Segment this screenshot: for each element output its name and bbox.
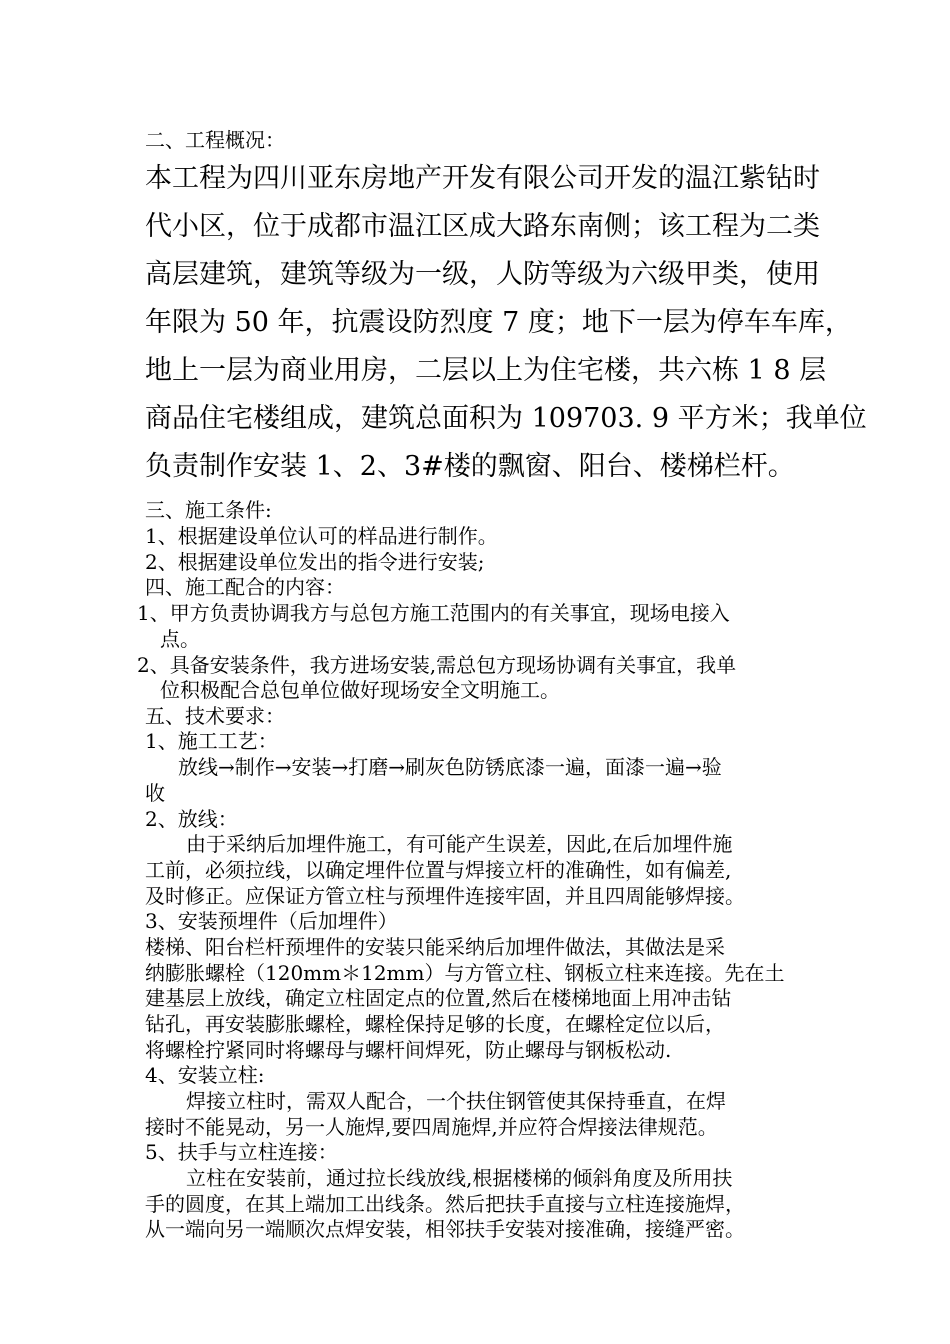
paragraph-line: 纳膨胀螺栓（120mm＊12mm）与方管立柱、钢板立柱来连接。先在土 xyxy=(145,961,785,985)
paragraph-line: 工前，必须拉线，以确定埋件位置与焊接立杆的准确性，如有偏差, xyxy=(145,858,732,882)
list-item: 位积极配合总包单位做好现场安全文明施工。 xyxy=(160,678,560,702)
overview-line: 高层建筑，建筑等级为一级，人防等级为六级甲类，使用 xyxy=(145,259,820,290)
overview-line: 商品住宅楼组成，建筑总面积为 109703. 9 平方米；我单位 xyxy=(145,403,867,434)
section-heading-overview: 二、工程概况： xyxy=(145,128,285,152)
paragraph-line: 从一端向另一端顺次点焊安装，相邻扶手安装对接准确，接缝严密。 xyxy=(145,1217,745,1241)
paragraph-line: 立柱在安装前，通过拉长线放线,根据楼梯的倾斜角度及所用扶 xyxy=(186,1166,733,1190)
overview-line: 本工程为四川亚东房地产开发有限公司开发的温江紫钻时 xyxy=(145,163,820,194)
overview-line: 负责制作安装 1、2、3#楼的飘窗、阳台、楼梯栏杆。 xyxy=(145,451,795,482)
overview-line: 年限为 50 年，抗震设防烈度 7 度；地下一层为停车车库， xyxy=(145,307,852,338)
list-item: 2、具备安装条件，我方进场安装,需总包方现场协调有关事宜，我单 xyxy=(137,653,737,677)
paragraph-line: 建基层上放线，确定立柱固定点的位置,然后在楼梯地面上用冲击钻 xyxy=(145,986,732,1010)
list-item: 2、根据建设单位发出的指令进行安装; xyxy=(145,550,485,574)
section-heading-technical: 五、技术要求： xyxy=(145,704,285,728)
section-heading-conditions: 三、施工条件: xyxy=(145,498,272,522)
overview-line: 代小区，位于成都市温江区成大路东南侧；该工程为二类 xyxy=(145,211,820,242)
section-heading-coordination: 四、施工配合的内容： xyxy=(145,575,345,599)
paragraph-line: 收 xyxy=(145,781,165,805)
paragraph-line: 手的圆度，在其上端加工出线条。然后把扶手直接与立柱连接施焊， xyxy=(145,1192,745,1216)
subheading: 1、施工工艺： xyxy=(145,729,278,753)
paragraph-line: 焊接立柱时，需双人配合，一个扶住钢管使其保持垂直，在焊 xyxy=(186,1089,726,1113)
subheading: 4、安装立柱: xyxy=(145,1063,265,1087)
paragraph-line: 钻孔，再安装膨胀螺栓，螺栓保持足够的长度，在螺栓定位以后， xyxy=(145,1012,725,1036)
paragraph-line: 放线→制作→安装→打磨→刷灰色防锈底漆一遍，面漆一遍→验 xyxy=(178,755,722,779)
list-item: 1、甲方负责协调我方与总包方施工范围内的有关事宜，现场电接入 xyxy=(137,601,730,625)
subheading: 3、安装预埋件（后加埋件） xyxy=(145,909,398,933)
paragraph-line: 及时修正。应保证方管立柱与预埋件连接牢固，并且四周能够焊接。 xyxy=(145,884,745,908)
paragraph-line: 楼梯、阳台栏杆预埋件的安装只能采纳后加埋件做法，其做法是采 xyxy=(145,935,725,959)
overview-line: 地上一层为商业用房，二层以上为住宅楼，共六栋 1 8 层 xyxy=(145,355,827,386)
paragraph-line: 接时不能晃动，另一人施焊,要四周施焊,并应符合焊接法律规范。 xyxy=(145,1115,718,1139)
subheading: 5、扶手与立柱连接： xyxy=(145,1140,338,1164)
paragraph-line: 将螺栓拧紧同时将螺母与螺杆间焊死，防止螺母与钢板松动. xyxy=(145,1038,672,1062)
paragraph-line: 由于采纳后加埋件施工，有可能产生误差，因此,在后加埋件施 xyxy=(186,832,733,856)
list-item: 1、根据建设单位认可的样品进行制作。 xyxy=(145,524,498,548)
list-item: 点。 xyxy=(160,627,200,651)
subheading: 2、放线： xyxy=(145,807,238,831)
